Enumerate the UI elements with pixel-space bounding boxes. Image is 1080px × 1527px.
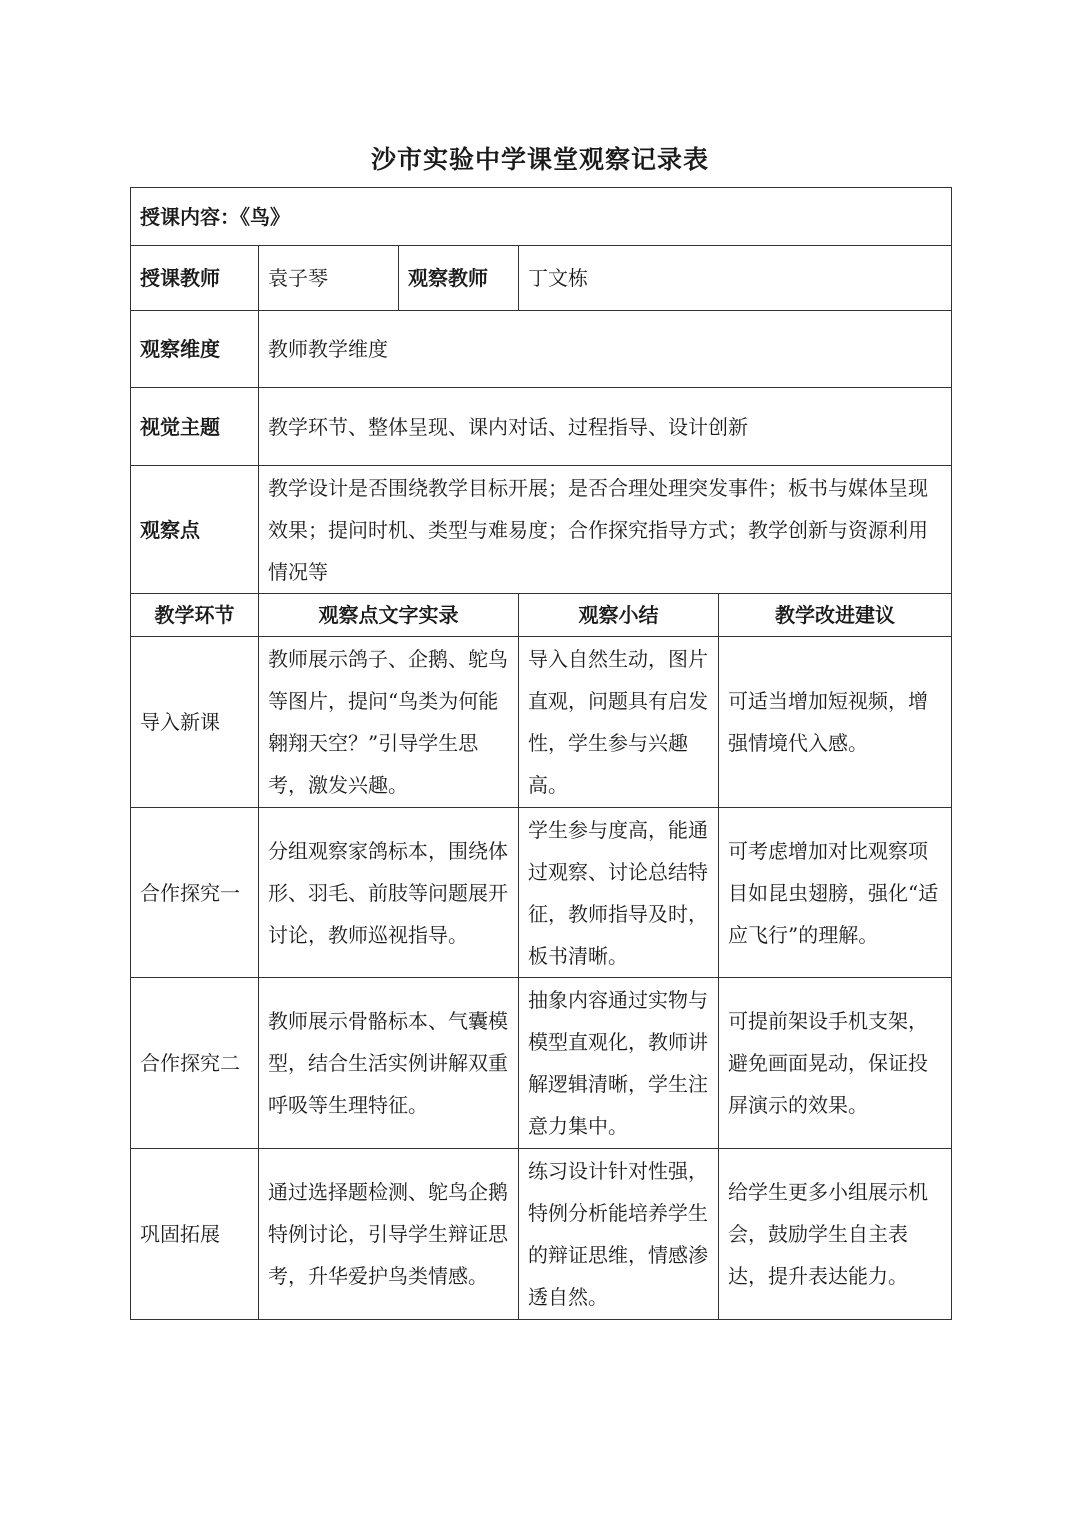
header-row <box>131 594 952 637</box>
dimension-value: 教师教学维度 <box>259 311 952 388</box>
record-cell: 教师展示骨骼标本、气囊模型，结合生活实例讲解双重呼吸等生理特征。 <box>259 978 519 1149</box>
observer-label: 观察教师 <box>399 246 519 311</box>
theme-row <box>131 388 952 466</box>
table-row <box>131 637 952 808</box>
dimension-row <box>131 311 952 388</box>
header-stage: 教学环节 <box>131 594 259 637</box>
advice-cell: 可提前架设手机支架，避免画面晃动，保证投屏演示的效果。 <box>719 978 952 1149</box>
advice-cell: 可考虑增加对比观察项目如昆虫翅膀，强化“适应飞行”的理解。 <box>719 808 952 978</box>
stage-cell: 巩固拓展 <box>131 1149 259 1320</box>
advice-cell: 可适当增加短视频，增强情境代入感。 <box>719 637 952 808</box>
table-row <box>131 1149 952 1320</box>
summary-cell: 导入自然生动，图片直观，问题具有启发性，学生参与兴趣高。 <box>519 637 719 808</box>
point-label: 观察点 <box>131 466 259 594</box>
point-value: 教学设计是否围绕教学目标开展；是否合理处理突发事件；板书与媒体呈现效果；提问时机、类型与难易度；合作探究指导方式；教学创新与资源利用情况等 <box>259 466 952 594</box>
stage-cell: 合作探究一 <box>131 808 259 978</box>
header-record: 观察点文字实录 <box>259 594 519 637</box>
summary-cell: 学生参与度高，能通过观察、讨论总结特征，教师指导及时，板书清晰。 <box>519 808 719 978</box>
record-cell: 分组观察家鸽标本，围绕体形、羽毛、前肢等问题展开讨论，教师巡视指导。 <box>259 808 519 978</box>
lesson-content: 授课内容：《鸟》 <box>131 188 952 246</box>
header-summary: 观察小结 <box>519 594 719 637</box>
advice-cell: 给学生更多小组展示机会，鼓励学生自主表达，提升表达能力。 <box>719 1149 952 1320</box>
summary-cell: 练习设计针对性强，特例分析能培养学生的辩证思维，情感渗透自然。 <box>519 1149 719 1320</box>
teacher-label: 授课教师 <box>131 246 259 311</box>
observation-table <box>130 187 952 1320</box>
page-title: 沙市实验中学课堂观察记录表 <box>370 145 709 174</box>
table-row <box>131 808 952 978</box>
stage-cell: 合作探究二 <box>131 978 259 1149</box>
teacher-name: 袁子琴 <box>259 246 399 311</box>
theme-label: 视觉主题 <box>131 388 259 466</box>
point-row <box>131 466 952 594</box>
content-row <box>131 188 952 246</box>
header-advice: 教学改进建议 <box>719 594 952 637</box>
dimension-label: 观察维度 <box>131 311 259 388</box>
record-cell: 通过选择题检测、鸵鸟企鹅特例讨论，引导学生辩证思考，升华爱护鸟类情感。 <box>259 1149 519 1320</box>
observer-name: 丁文栋 <box>519 246 952 311</box>
teacher-row <box>131 246 952 311</box>
theme-value: 教学环节、整体呈现、课内对话、过程指导、设计创新 <box>259 388 952 466</box>
summary-cell: 抽象内容通过实物与模型直观化，教师讲解逻辑清晰，学生注意力集中。 <box>519 978 719 1149</box>
table-row <box>131 978 952 1149</box>
record-cell: 教师展示鸽子、企鹅、鸵鸟等图片，提问“鸟类为何能翱翔天空？”引导学生思考，激发兴趣。 <box>259 637 519 808</box>
stage-cell: 导入新课 <box>131 637 259 808</box>
